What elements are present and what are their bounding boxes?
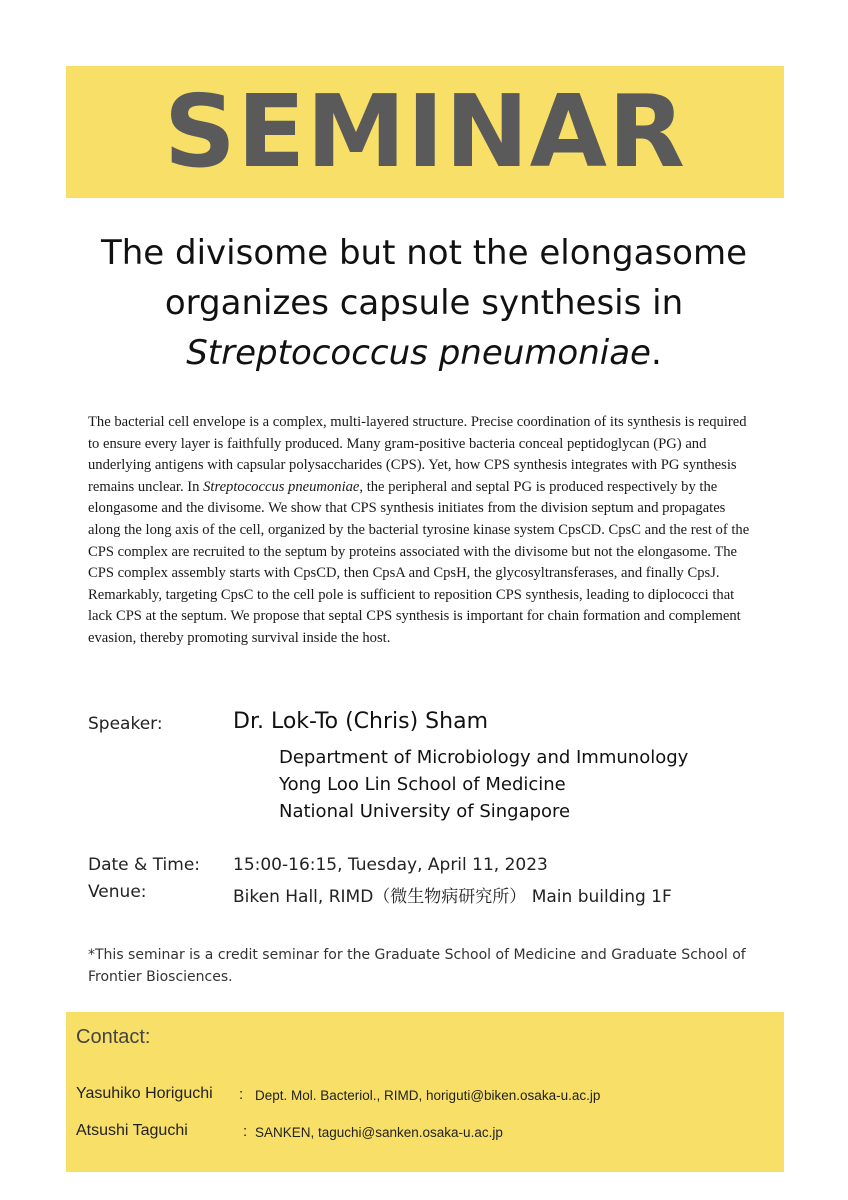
contact-colon-1: :	[239, 1086, 244, 1103]
abstract-part-1: The bacterial cell envelope is a complex, multi-layered structure. Precise coordination of its synthesis is required to ensure every layer is faithfully produced. Many gram-positive bacteria conceal peptidoglycan (PG) and underlying antigens with capsular polysaccharides (CPS). Yet, how CPS synthesis integrates with PG synthesis remains unclear. In	[88, 414, 747, 495]
title-line-1: The divisome but not the elongasome	[100, 233, 748, 273]
datetime-value: 15:00-16:15, Tuesday, April 11, 2023	[233, 855, 548, 875]
contact-detail-2: SANKEN, taguchi@sanken.osaka-u.ac.jp	[255, 1125, 503, 1140]
title-species: Streptococcus pneumoniae	[186, 333, 651, 373]
contact-name-2: Atsushi Taguchi	[76, 1122, 188, 1139]
contact-detail-1: Dept. Mol. Bacteriol., RIMD, horiguti@biken.osaka-u.ac.jp	[255, 1088, 601, 1103]
title-line-3	[40, 328, 808, 378]
speaker-affiliation-department: Department of Microbiology and Immunology	[279, 747, 689, 768]
abstract-part-2: , the peripheral and septal PG is produced respectively by the elongasome and the divisome. We show that CPS synthesis initiates from the division septum and propagates along the long axis of the cell, organized by the bacterial tyrosine kinase system CpsCD. CpsC and the rest of the CPS complex are recruited to the septum by proteins associated with the divisome but not the elongasome. The CPS complex assembly starts with CpsCD, then CpsA and CpsH, the glycosyltransferases, and finally CpsJ. Remarkably, targeting CpsC to the cell pole is sufficient to reposition CPS synthesis, leading to diplococci that lack CPS at the septum. We propose that septal CPS synthesis is important for chain formation and complement evasion, thereby promoting survival inside the host.	[88, 478, 750, 646]
abstract-species: Streptococcus pneumoniae	[203, 478, 360, 495]
title-period: .	[650, 333, 662, 373]
venue-value: Biken Hall, RIMD（微生物病研究所） Main building 1F	[233, 887, 672, 907]
contact-box	[66, 1012, 784, 1172]
seminar-banner	[66, 66, 784, 198]
banner-title: SEMINAR	[163, 73, 687, 190]
contact-name-1: Yasuhiko Horiguchi	[76, 1085, 213, 1102]
contact-colon-2: :	[243, 1123, 248, 1140]
speaker-affiliation-school: Yong Loo Lin School of Medicine	[279, 774, 566, 795]
contact-title: Contact:	[76, 1026, 151, 1048]
speaker-label: Speaker:	[88, 714, 163, 734]
seminar-title	[40, 228, 808, 378]
title-line-2: organizes capsule synthesis in	[164, 283, 684, 323]
datetime-label: Date & Time:	[88, 855, 201, 875]
abstract-paragraph	[88, 412, 760, 650]
speaker-name: Dr. Lok-To (Chris) Sham	[233, 709, 488, 734]
venue-label: Venue:	[88, 882, 147, 902]
credit-note: *This seminar is a credit seminar for the Graduate School of Medicine and Graduate School of Frontier Biosciences.	[88, 947, 746, 985]
speaker-affiliation-university: National University of Singapore	[279, 801, 571, 822]
